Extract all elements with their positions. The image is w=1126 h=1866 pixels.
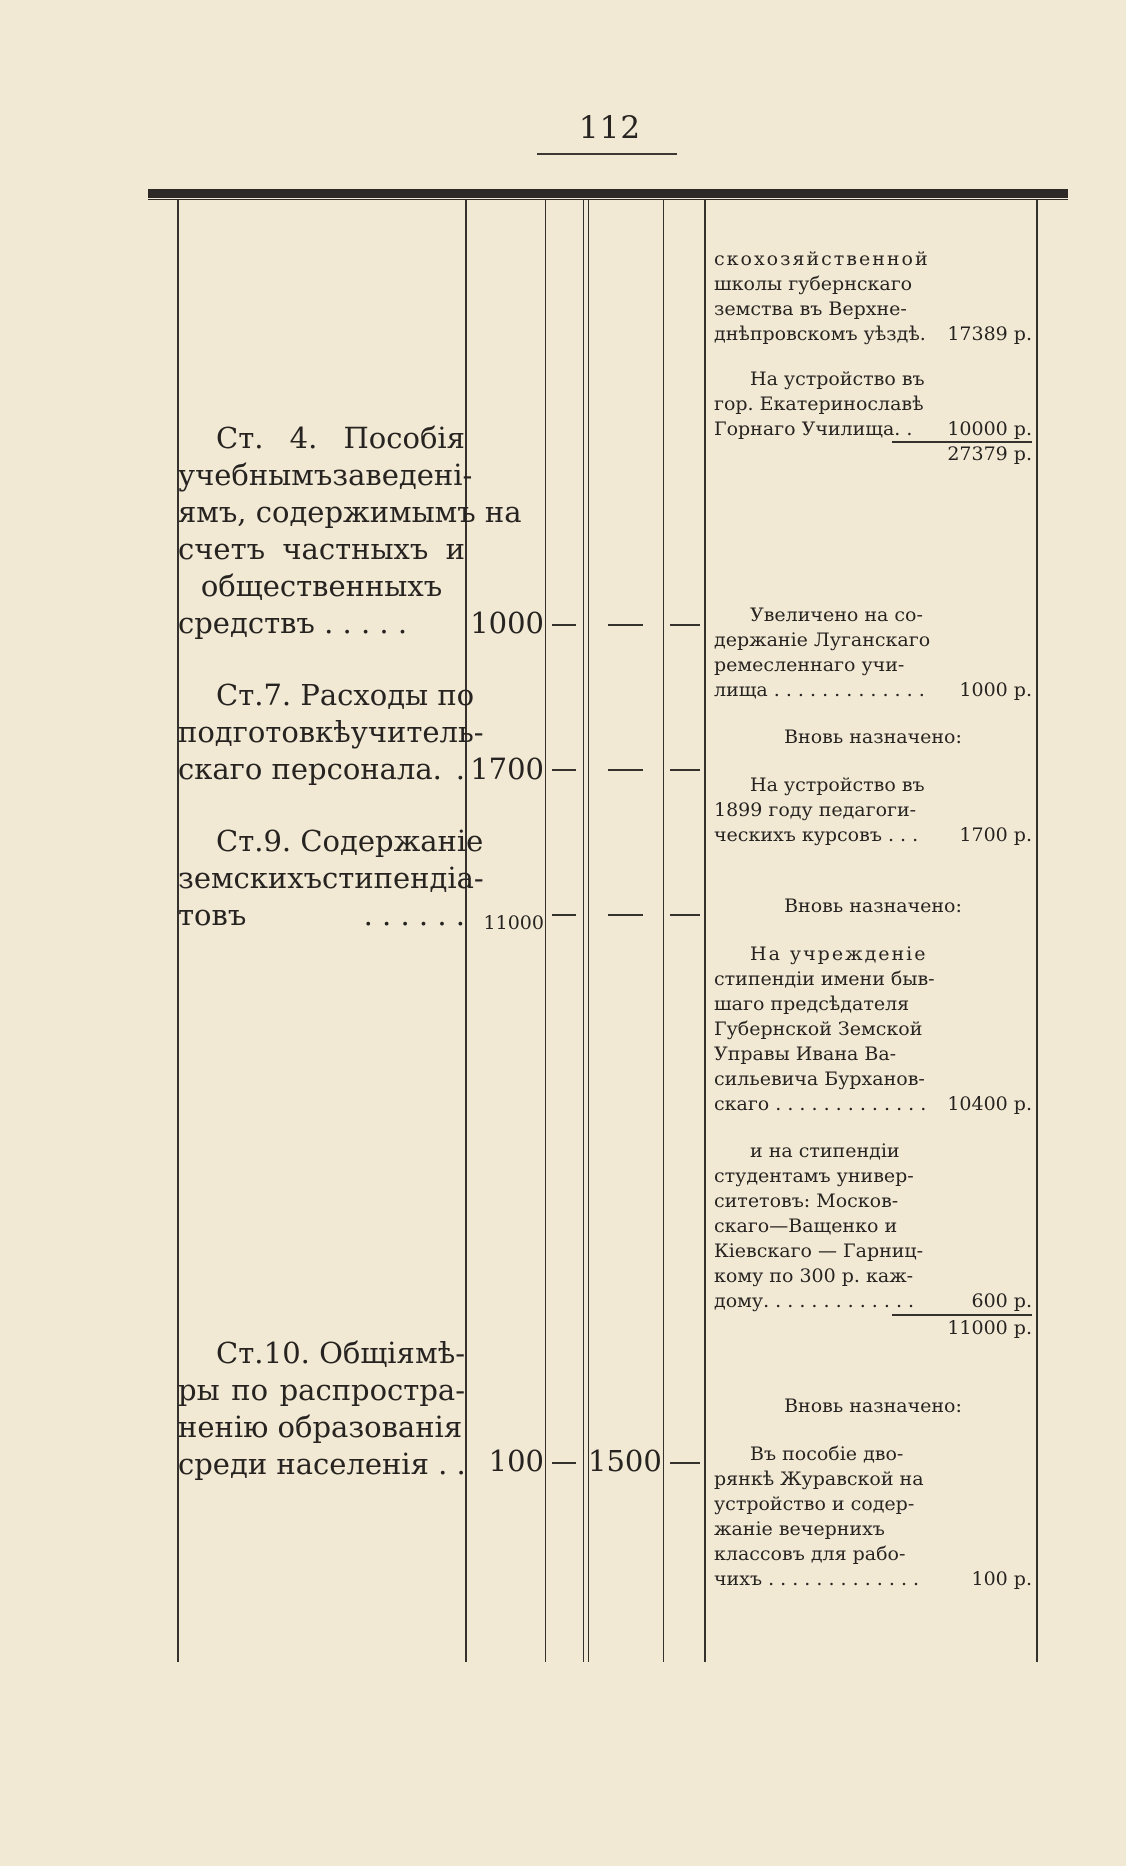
note-head-newly-assigned-1: Вновь назначено: — [784, 726, 962, 748]
note-burkhanovsky-scholarship: На учрежденіе стипендіи имени быв- шаго предсѣдателя Губернской Земской Управы Ивана Ва- сильевича Бурханов- скаго . . . . . . . . . . . . . 10400 р. — [714, 943, 1032, 1115]
column-rule-amount-left — [465, 200, 467, 1662]
article-9: Ст. 9. Содержаніе земскихъ стипендіа- товъ . . . . . . — [178, 824, 484, 932]
article-9-amount: 11000 — [483, 912, 544, 934]
note-evening-classes: Въ пособіе дво- рянкѣ Журавской на устройство и содер- жаніе вечернихъ классовъ для рабо- чихъ . . . . . . . . . . . . . 100 р. — [714, 1443, 1032, 1590]
note-total-1: 27379 р. — [947, 443, 1032, 465]
page-number: 112 — [578, 110, 642, 146]
article-7-col2-dash — [552, 769, 576, 771]
note-pedagogical-courses: На устройство въ 1899 году педагоги- ческихъ курсовъ . . . 1700 р. — [714, 774, 1032, 846]
article-4-amount: 1000 — [470, 606, 544, 640]
article-4: Ст. 4. Пособія учебнымъ заведені- ямъ, содержимымъ на счетъ частныхъ и общественныхъ средствъ . . . . . — [178, 421, 522, 640]
column-rule-col3-right — [663, 200, 664, 1662]
note-head-newly-assigned-2: Вновь назначено: — [784, 895, 962, 917]
article-4-col3-dash — [608, 624, 643, 626]
article-7-amount: 1700 — [470, 752, 544, 786]
article-9-col4-dash — [670, 914, 700, 916]
note-total-2: 11000 р. — [947, 1317, 1032, 1339]
page-number-underline — [537, 153, 677, 155]
column-rule-right — [1036, 200, 1038, 1662]
article-7-col4-dash — [670, 769, 700, 771]
article-9-col3-dash — [608, 914, 643, 916]
article-4-col4-dash — [670, 624, 700, 626]
column-rule-col3-left-a — [583, 200, 584, 1662]
table-header-rule — [148, 189, 1068, 198]
article-9-col2-dash — [552, 914, 576, 916]
article-10: Ст. 10. Общія мѣ- ры по распростра- ненію образованія среди населенія . . — [178, 1336, 466, 1481]
table-header-rule-thin — [148, 199, 1068, 200]
article-7-col3-dash — [608, 769, 643, 771]
column-rule-notes-left — [704, 200, 706, 1662]
note-mining-school: На устройство въ гор. Екатеринославѣ Горнаго Училища. . 10000 р. — [714, 368, 1032, 440]
note-university-scholarships: и на стипендіи студентамъ универ- ситетовъ: Москов- скаго—Ващенко и Кіевскаго — Гарниц- кому по 300 р. каж- дому. . . . . . . . . . . . . 600 р. — [714, 1140, 1032, 1312]
article-10-col3-amount: 1500 — [588, 1444, 662, 1478]
article-10-amount: 100 — [488, 1444, 544, 1478]
note-head-newly-assigned-3: Вновь назначено: — [784, 1395, 962, 1417]
article-10-col2-dash — [552, 1462, 576, 1464]
article-7: Ст. 7. Расходы по подготовкѣ учитель- скаго персонала. . — [178, 678, 484, 786]
article-10-col4-dash — [670, 1462, 700, 1464]
note-lugansk-school: Увеличено на со- держаніе Луганскаго ремесленнаго учи- лища . . . . . . . . . . . . . 1000 р. — [714, 604, 1032, 701]
note-school-verkhnedneprovsk: скохозяйственной школы губернскаго земства въ Верхне- днѣпровскомъ уѣздѣ. 17389 р. — [714, 248, 1032, 345]
column-rule-amount-right — [545, 200, 546, 1662]
article-4-col2-dash — [552, 624, 576, 626]
